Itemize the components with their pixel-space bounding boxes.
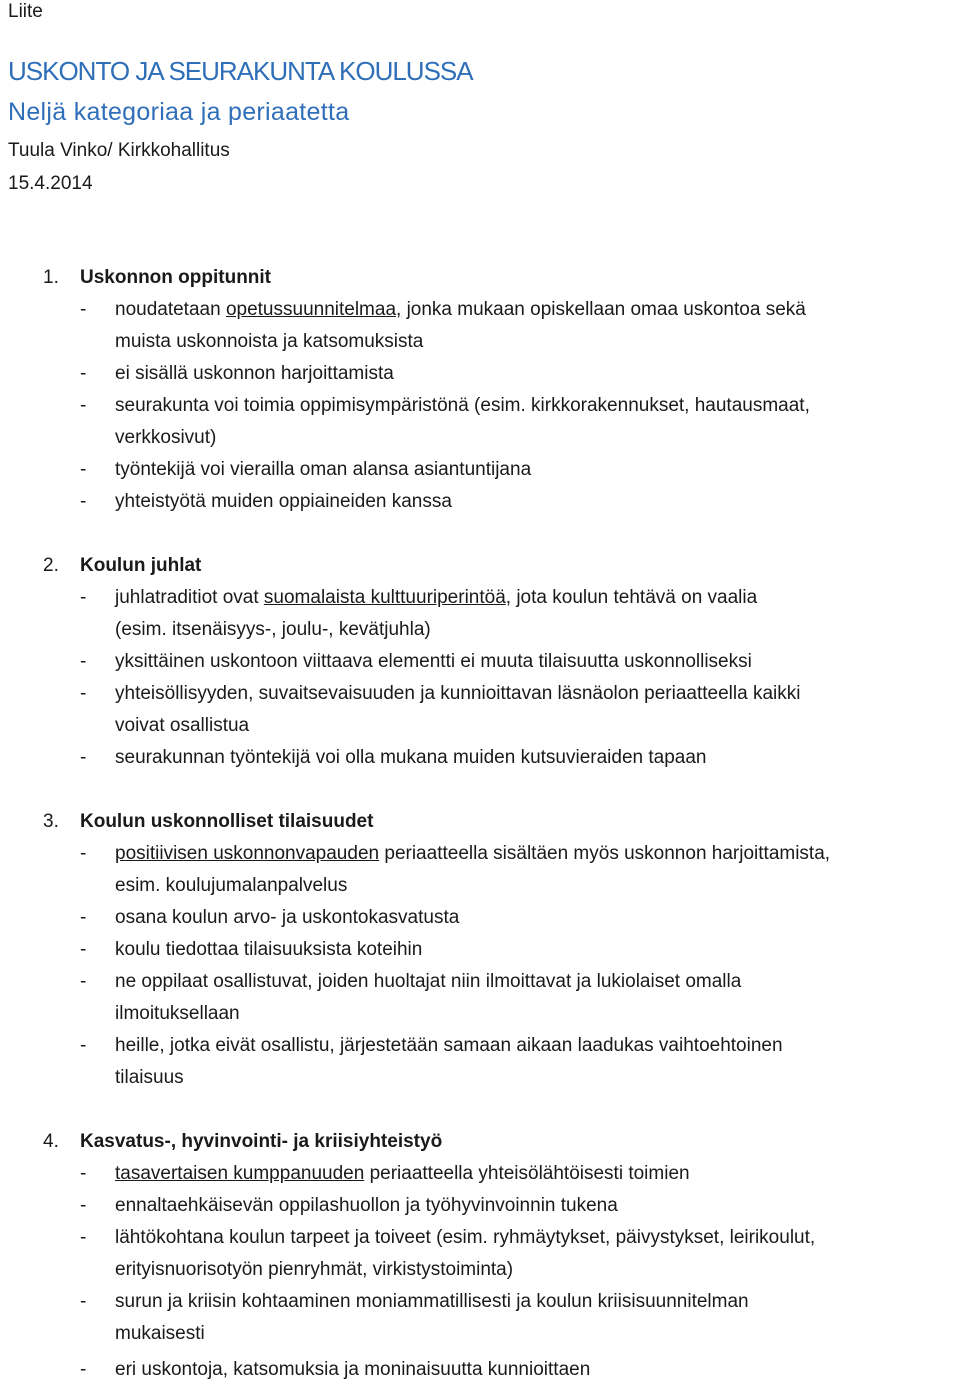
bullet-dash: - (80, 907, 87, 928)
section-number: 3. (43, 811, 59, 832)
bullet-dash: - (80, 459, 87, 480)
list-item: eri uskontoja, katsomuksia ja moninaisuutta kunnioittaen (115, 1359, 591, 1380)
list-item: lähtökohtana koulun tarpeet ja toiveet (esim. ryhmäytykset, päivystykset, leirikoulut, (115, 1227, 816, 1248)
list-item-continuation: tilaisuus (115, 1067, 184, 1088)
list-item: noudatetaan opetussuunnitelmaa, jonka mukaan opiskellaan omaa uskontoa sekä (115, 299, 806, 320)
bullet-dash: - (80, 1195, 87, 1216)
list-item: osana koulun arvo- ja uskontokasvatusta (115, 907, 460, 928)
bullet-dash: - (80, 1163, 87, 1184)
section-number: 4. (43, 1131, 59, 1152)
underlined-term: suomalaista kulttuuriperintöä (263, 587, 506, 608)
bullet-dash: - (80, 939, 87, 960)
bullet-dash: - (80, 587, 87, 608)
list-item: juhlatraditiot ovat suomalaista kulttuuriperintöä, jota koulun tehtävä on vaalia (115, 587, 758, 608)
list-item: seurakunta voi toimia oppimisympäristönä (esim. kirkkorakennukset, hautausmaat, (115, 395, 810, 416)
list-item: yhteistyötä muiden oppiaineiden kanssa (115, 491, 452, 512)
underlined-term: opetussuunnitelmaa, (225, 299, 402, 320)
list-item: koulu tiedottaa tilaisuuksista koteihin (115, 939, 423, 960)
list-item-continuation: mukaisesti (115, 1323, 205, 1344)
section-number: 2. (43, 555, 59, 576)
list-item: yhteisöllisyyden, suvaitsevaisuuden ja kunnioittavan läsnäolon periaatteella kaikki (115, 683, 801, 704)
section-heading: Kasvatus-, hyvinvointi- ja kriisiyhteistyö (80, 1131, 443, 1152)
bullet-dash: - (80, 683, 87, 704)
bullet-dash: - (80, 491, 87, 512)
list-item-continuation: verkkosivut) (115, 427, 217, 448)
section-heading: Koulun uskonnolliset tilaisuudet (80, 811, 374, 832)
bullet-dash: - (80, 651, 87, 672)
bullet-dash: - (80, 1227, 87, 1248)
bullet-dash: - (80, 971, 87, 992)
list-item-continuation: voivat osallistua (115, 715, 250, 736)
underlined-term: positiivisen uskonnonvapauden (115, 843, 380, 864)
bullet-dash: - (80, 299, 87, 320)
section-number: 1. (43, 267, 59, 288)
list-item: surun ja kriisin kohtaaminen moniammatillisesti ja koulun kriisisuunnitelman (115, 1291, 749, 1312)
section-heading: Koulun juhlat (80, 555, 202, 576)
underlined-term: tasavertaisen kumppanuuden (115, 1163, 365, 1184)
bullet-dash: - (80, 395, 87, 416)
list-item: heille, jotka eivät osallistu, järjestetään samaan aikaan laadukas vaihtoehtoinen (115, 1035, 783, 1056)
bullet-dash: - (80, 843, 87, 864)
list-item-continuation: muista uskonnoista ja katsomuksista (115, 331, 424, 352)
document-title: USKONTO JA SEURAKUNTA KOULUSSA (8, 56, 473, 86)
list-item-continuation: erityisnuorisotyön pienryhmät, virkistystoiminta) (115, 1259, 514, 1280)
list-item: työntekijä voi vierailla oman alansa asiantuntijana (115, 459, 532, 480)
author-line: Tuula Vinko/ Kirkkohallitus (8, 140, 230, 161)
bullet-dash: - (80, 363, 87, 384)
document-subtitle: Neljä kategoriaa ja periaatetta (8, 98, 350, 126)
appendix-label: Liite (8, 1, 43, 22)
list-item: ne oppilaat osallistuvat, joiden huoltajat niin ilmoittavat ja lukiolaiset omalla (115, 971, 742, 992)
list-item: ei sisällä uskonnon harjoittamista (115, 363, 394, 384)
section-heading: Uskonnon oppitunnit (80, 267, 272, 288)
bullet-dash: - (80, 1359, 87, 1380)
list-item: seurakunnan työntekijä voi olla mukana muiden kutsuvieraiden tapaan (115, 747, 707, 768)
list-item: yksittäinen uskontoon viittaava elementti ei muuta tilaisuutta uskonnolliseksi (115, 651, 752, 672)
bullet-dash: - (80, 747, 87, 768)
list-item-continuation: ilmoituksellaan (115, 1003, 240, 1024)
list-item-continuation: (esim. itsenäisyys-, joulu-, kevätjuhla) (115, 619, 431, 640)
list-item: ennaltaehkäisevän oppilashuollon ja työhyvinvoinnin tukena (115, 1195, 618, 1216)
list-item-continuation: esim. koulujumalanpalvelus (115, 875, 348, 896)
date-line: 15.4.2014 (8, 173, 93, 194)
list-item: positiivisen uskonnonvapauden periaatteella sisältäen myös uskonnon harjoittamista, (115, 843, 831, 864)
bullet-dash: - (80, 1035, 87, 1056)
bullet-dash: - (80, 1291, 87, 1312)
list-item: tasavertaisen kumppanuuden periaatteella yhteisölähtöisesti toimien (115, 1163, 690, 1184)
